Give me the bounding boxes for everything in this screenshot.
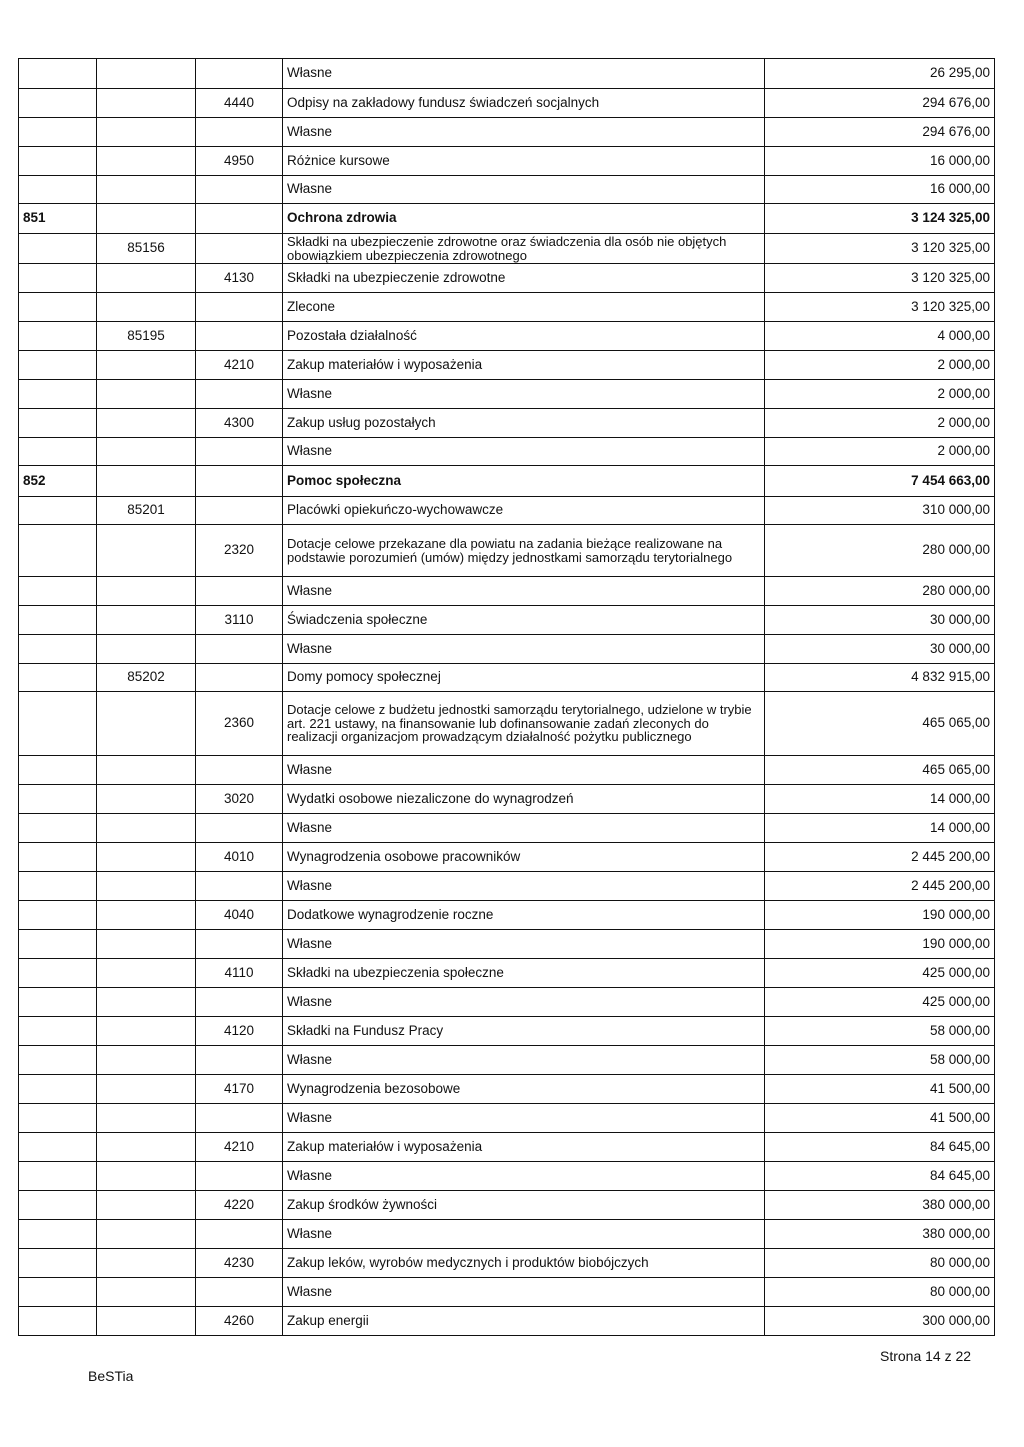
division-cell — [19, 1191, 97, 1220]
chapter-cell: 85201 — [97, 497, 196, 525]
paragraph-cell: 3020 — [196, 785, 283, 814]
paragraph-cell — [196, 756, 283, 785]
name-cell: Pozostała działalność — [283, 322, 765, 351]
table-row — [19, 785, 995, 814]
name-cell: Własne — [283, 59, 765, 89]
chapter-cell: 85195 — [97, 322, 196, 351]
name-cell: Własne — [283, 380, 765, 409]
paragraph-cell — [196, 1104, 283, 1133]
amount-cell: 14 000,00 — [765, 814, 995, 843]
table-row — [19, 988, 995, 1017]
chapter-cell — [97, 264, 196, 293]
chapter-cell — [97, 577, 196, 606]
name-cell: Składki na ubezpieczenie zdrowotne oraz świadczenia dla osób nie objętych obowiązkiem ubezpieczenia zdrowotnego — [283, 234, 765, 264]
paragraph-cell: 4040 — [196, 901, 283, 930]
name-cell: Własne — [283, 1162, 765, 1191]
division-cell — [19, 380, 97, 409]
amount-cell: 30 000,00 — [765, 606, 995, 635]
table-row — [19, 1104, 995, 1133]
chapter-cell — [97, 930, 196, 959]
division-cell — [19, 147, 97, 176]
name-cell: Zakup usług pozostałych — [283, 409, 765, 438]
amount-cell: 2 445 200,00 — [765, 843, 995, 872]
amount-cell: 58 000,00 — [765, 1046, 995, 1075]
paragraph-cell: 4210 — [196, 351, 283, 380]
paragraph-cell: 4120 — [196, 1017, 283, 1046]
division-cell — [19, 1017, 97, 1046]
table-row — [19, 1307, 995, 1336]
amount-cell: 294 676,00 — [765, 118, 995, 147]
paragraph-cell: 4230 — [196, 1249, 283, 1278]
division-cell — [19, 1220, 97, 1249]
chapter-cell — [97, 1046, 196, 1075]
chapter-cell — [97, 89, 196, 118]
paragraph-cell: 3110 — [196, 606, 283, 635]
division-cell — [19, 176, 97, 204]
name-cell: Odpisy na zakładowy fundusz świadczeń socjalnych — [283, 89, 765, 118]
table-row — [19, 1075, 995, 1104]
name-cell: Własne — [283, 930, 765, 959]
division-cell — [19, 959, 97, 988]
table-row — [19, 1278, 995, 1307]
chapter-cell — [97, 692, 196, 756]
division-cell — [19, 1162, 97, 1191]
name-cell: Składki na Fundusz Pracy — [283, 1017, 765, 1046]
amount-cell: 190 000,00 — [765, 930, 995, 959]
table-row — [19, 872, 995, 901]
amount-cell: 80 000,00 — [765, 1278, 995, 1307]
name-cell: Własne — [283, 577, 765, 606]
paragraph-cell — [196, 988, 283, 1017]
table-row — [19, 664, 995, 692]
division-cell — [19, 635, 97, 664]
footer-software-name: BeSTia — [88, 1368, 134, 1384]
name-cell: Dotacje celowe przekazane dla powiatu na zadania bieżące realizowane na podstawie porozumień (umów) między jednostkami samorządu terytorialnego — [283, 525, 765, 577]
division-cell — [19, 1133, 97, 1162]
division-cell — [19, 872, 97, 901]
chapter-cell — [97, 1278, 196, 1307]
section-row — [19, 204, 995, 234]
chapter-cell — [97, 872, 196, 901]
chapter-cell — [97, 901, 196, 930]
table-row — [19, 147, 995, 176]
name-cell: Składki na ubezpieczenie zdrowotne — [283, 264, 765, 293]
paragraph-cell — [196, 872, 283, 901]
division-cell — [19, 234, 97, 264]
footer-page-number: Strona 14 z 22 — [880, 1348, 972, 1364]
table-row — [19, 380, 995, 409]
amount-cell: 3 124 325,00 — [765, 204, 995, 234]
division-cell — [19, 930, 97, 959]
chapter-cell: 85156 — [97, 234, 196, 264]
table-row — [19, 1162, 995, 1191]
name-cell: Własne — [283, 118, 765, 147]
chapter-cell — [97, 1104, 196, 1133]
chapter-cell — [97, 118, 196, 147]
table-row — [19, 264, 995, 293]
name-cell: Własne — [283, 1278, 765, 1307]
division-cell: 852 — [19, 466, 97, 497]
chapter-cell — [97, 409, 196, 438]
division-cell — [19, 756, 97, 785]
amount-cell: 465 065,00 — [765, 756, 995, 785]
name-cell: Zakup energii — [283, 1307, 765, 1336]
amount-cell: 41 500,00 — [765, 1104, 995, 1133]
name-cell: Własne — [283, 872, 765, 901]
chapter-cell — [97, 1191, 196, 1220]
name-cell: Własne — [283, 1046, 765, 1075]
amount-cell: 16 000,00 — [765, 147, 995, 176]
name-cell: Ochrona zdrowia — [283, 204, 765, 234]
table-row — [19, 497, 995, 525]
paragraph-cell — [196, 497, 283, 525]
chapter-cell — [97, 959, 196, 988]
amount-cell: 4 832 915,00 — [765, 664, 995, 692]
paragraph-cell — [196, 118, 283, 147]
division-cell — [19, 351, 97, 380]
paragraph-cell: 4260 — [196, 1307, 283, 1336]
name-cell: Własne — [283, 635, 765, 664]
amount-cell: 380 000,00 — [765, 1220, 995, 1249]
chapter-cell — [97, 59, 196, 89]
division-cell — [19, 901, 97, 930]
chapter-cell — [97, 1249, 196, 1278]
amount-cell: 14 000,00 — [765, 785, 995, 814]
division-cell — [19, 1307, 97, 1336]
table-row — [19, 176, 995, 204]
amount-cell: 41 500,00 — [765, 1075, 995, 1104]
division-cell — [19, 1046, 97, 1075]
chapter-cell — [97, 1162, 196, 1191]
division-cell — [19, 785, 97, 814]
paragraph-cell: 2320 — [196, 525, 283, 577]
paragraph-cell — [196, 59, 283, 89]
paragraph-cell — [196, 1278, 283, 1307]
division-cell — [19, 525, 97, 577]
name-cell: Własne — [283, 1104, 765, 1133]
table-row — [19, 118, 995, 147]
chapter-cell — [97, 606, 196, 635]
chapter-cell — [97, 814, 196, 843]
amount-cell: 190 000,00 — [765, 901, 995, 930]
paragraph-cell: 2360 — [196, 692, 283, 756]
table-row — [19, 1249, 995, 1278]
amount-cell: 300 000,00 — [765, 1307, 995, 1336]
chapter-cell — [97, 785, 196, 814]
table-row — [19, 606, 995, 635]
table-row — [19, 438, 995, 466]
chapter-cell — [97, 1017, 196, 1046]
paragraph-cell: 4010 — [196, 843, 283, 872]
paragraph-cell — [196, 1046, 283, 1075]
budget-table — [18, 58, 995, 1336]
paragraph-cell — [196, 234, 283, 264]
paragraph-cell: 4220 — [196, 1191, 283, 1220]
division-cell — [19, 1278, 97, 1307]
paragraph-cell: 4170 — [196, 1075, 283, 1104]
table-row — [19, 959, 995, 988]
chapter-cell — [97, 756, 196, 785]
division-cell — [19, 438, 97, 466]
table-row — [19, 843, 995, 872]
chapter-cell — [97, 525, 196, 577]
name-cell: Zlecone — [283, 293, 765, 322]
table-row — [19, 814, 995, 843]
chapter-cell — [97, 351, 196, 380]
name-cell: Wynagrodzenia osobowe pracowników — [283, 843, 765, 872]
paragraph-cell — [196, 577, 283, 606]
paragraph-cell: 4950 — [196, 147, 283, 176]
division-cell — [19, 1104, 97, 1133]
amount-cell: 425 000,00 — [765, 959, 995, 988]
table-row — [19, 756, 995, 785]
name-cell: Własne — [283, 756, 765, 785]
chapter-cell — [97, 843, 196, 872]
chapter-cell — [97, 204, 196, 234]
division-cell: 851 — [19, 204, 97, 234]
name-cell: Świadczenia społeczne — [283, 606, 765, 635]
name-cell: Własne — [283, 1220, 765, 1249]
division-cell — [19, 988, 97, 1017]
paragraph-cell — [196, 1162, 283, 1191]
table-row — [19, 351, 995, 380]
division-cell — [19, 409, 97, 438]
table-row — [19, 409, 995, 438]
division-cell — [19, 293, 97, 322]
chapter-cell — [97, 1075, 196, 1104]
paragraph-cell — [196, 176, 283, 204]
chapter-cell — [97, 176, 196, 204]
division-cell — [19, 1075, 97, 1104]
table-row — [19, 1220, 995, 1249]
paragraph-cell: 4110 — [196, 959, 283, 988]
name-cell: Różnice kursowe — [283, 147, 765, 176]
table-row — [19, 901, 995, 930]
amount-cell: 16 000,00 — [765, 176, 995, 204]
table-row — [19, 1046, 995, 1075]
paragraph-cell — [196, 1220, 283, 1249]
name-cell: Wydatki osobowe niezaliczone do wynagrodzeń — [283, 785, 765, 814]
amount-cell: 294 676,00 — [765, 89, 995, 118]
chapter-cell — [97, 147, 196, 176]
amount-cell: 80 000,00 — [765, 1249, 995, 1278]
chapter-cell — [97, 635, 196, 664]
table-row — [19, 234, 995, 264]
division-cell — [19, 264, 97, 293]
paragraph-cell — [196, 322, 283, 351]
name-cell: Składki na ubezpieczenia społeczne — [283, 959, 765, 988]
table-row — [19, 59, 995, 89]
paragraph-cell — [196, 380, 283, 409]
name-cell: Zakup materiałów i wyposażenia — [283, 1133, 765, 1162]
paragraph-cell — [196, 814, 283, 843]
chapter-cell — [97, 293, 196, 322]
amount-cell: 3 120 325,00 — [765, 293, 995, 322]
division-cell — [19, 118, 97, 147]
amount-cell: 310 000,00 — [765, 497, 995, 525]
amount-cell: 380 000,00 — [765, 1191, 995, 1220]
table-row — [19, 89, 995, 118]
paragraph-cell: 4440 — [196, 89, 283, 118]
division-cell — [19, 814, 97, 843]
paragraph-cell — [196, 204, 283, 234]
amount-cell: 58 000,00 — [765, 1017, 995, 1046]
name-cell: Domy pomocy społecznej — [283, 664, 765, 692]
division-cell — [19, 1249, 97, 1278]
name-cell: Wynagrodzenia bezosobowe — [283, 1075, 765, 1104]
name-cell: Placówki opiekuńczo-wychowawcze — [283, 497, 765, 525]
division-cell — [19, 606, 97, 635]
name-cell: Zakup materiałów i wyposażenia — [283, 351, 765, 380]
chapter-cell — [97, 1220, 196, 1249]
paragraph-cell — [196, 635, 283, 664]
amount-cell: 26 295,00 — [765, 59, 995, 89]
amount-cell: 30 000,00 — [765, 635, 995, 664]
paragraph-cell — [196, 293, 283, 322]
name-cell: Własne — [283, 814, 765, 843]
table-row — [19, 1017, 995, 1046]
amount-cell: 2 000,00 — [765, 351, 995, 380]
division-cell — [19, 843, 97, 872]
table-row — [19, 1133, 995, 1162]
amount-cell: 280 000,00 — [765, 577, 995, 606]
division-cell — [19, 664, 97, 692]
division-cell — [19, 497, 97, 525]
paragraph-cell — [196, 930, 283, 959]
amount-cell: 2 000,00 — [765, 438, 995, 466]
budget-table-body — [19, 59, 995, 1336]
amount-cell: 425 000,00 — [765, 988, 995, 1017]
name-cell: Własne — [283, 176, 765, 204]
amount-cell: 465 065,00 — [765, 692, 995, 756]
paragraph-cell: 4300 — [196, 409, 283, 438]
paragraph-cell — [196, 438, 283, 466]
amount-cell: 3 120 325,00 — [765, 264, 995, 293]
table-row — [19, 635, 995, 664]
name-cell: Dotacje celowe z budżetu jednostki samorządu terytorialnego, udzielone w trybie art. 221 ustawy, na finansowanie lub dofinansowanie zadań zleconych do realizacji organizacjom prowadzącym działalność pożytku publicznego — [283, 692, 765, 756]
division-cell — [19, 577, 97, 606]
name-cell: Własne — [283, 988, 765, 1017]
table-row — [19, 322, 995, 351]
paragraph-cell: 4210 — [196, 1133, 283, 1162]
amount-cell: 2 445 200,00 — [765, 872, 995, 901]
paragraph-cell — [196, 466, 283, 497]
chapter-cell — [97, 1307, 196, 1336]
amount-cell: 2 000,00 — [765, 380, 995, 409]
chapter-cell: 85202 — [97, 664, 196, 692]
chapter-cell — [97, 380, 196, 409]
table-row — [19, 293, 995, 322]
table-row — [19, 577, 995, 606]
name-cell: Zakup środków żywności — [283, 1191, 765, 1220]
name-cell: Pomoc społeczna — [283, 466, 765, 497]
chapter-cell — [97, 466, 196, 497]
amount-cell: 7 454 663,00 — [765, 466, 995, 497]
name-cell: Własne — [283, 438, 765, 466]
table-row — [19, 692, 995, 756]
division-cell — [19, 89, 97, 118]
table-row — [19, 1191, 995, 1220]
amount-cell: 2 000,00 — [765, 409, 995, 438]
amount-cell: 3 120 325,00 — [765, 234, 995, 264]
section-row — [19, 466, 995, 497]
amount-cell: 4 000,00 — [765, 322, 995, 351]
amount-cell: 84 645,00 — [765, 1162, 995, 1191]
name-cell: Zakup leków, wyrobów medycznych i produktów biobójczych — [283, 1249, 765, 1278]
paragraph-cell: 4130 — [196, 264, 283, 293]
amount-cell: 84 645,00 — [765, 1133, 995, 1162]
paragraph-cell — [196, 664, 283, 692]
division-cell — [19, 322, 97, 351]
chapter-cell — [97, 438, 196, 466]
table-row — [19, 930, 995, 959]
chapter-cell — [97, 988, 196, 1017]
table-row — [19, 525, 995, 577]
amount-cell: 280 000,00 — [765, 525, 995, 577]
division-cell — [19, 692, 97, 756]
chapter-cell — [97, 1133, 196, 1162]
division-cell — [19, 59, 97, 89]
name-cell: Dodatkowe wynagrodzenie roczne — [283, 901, 765, 930]
